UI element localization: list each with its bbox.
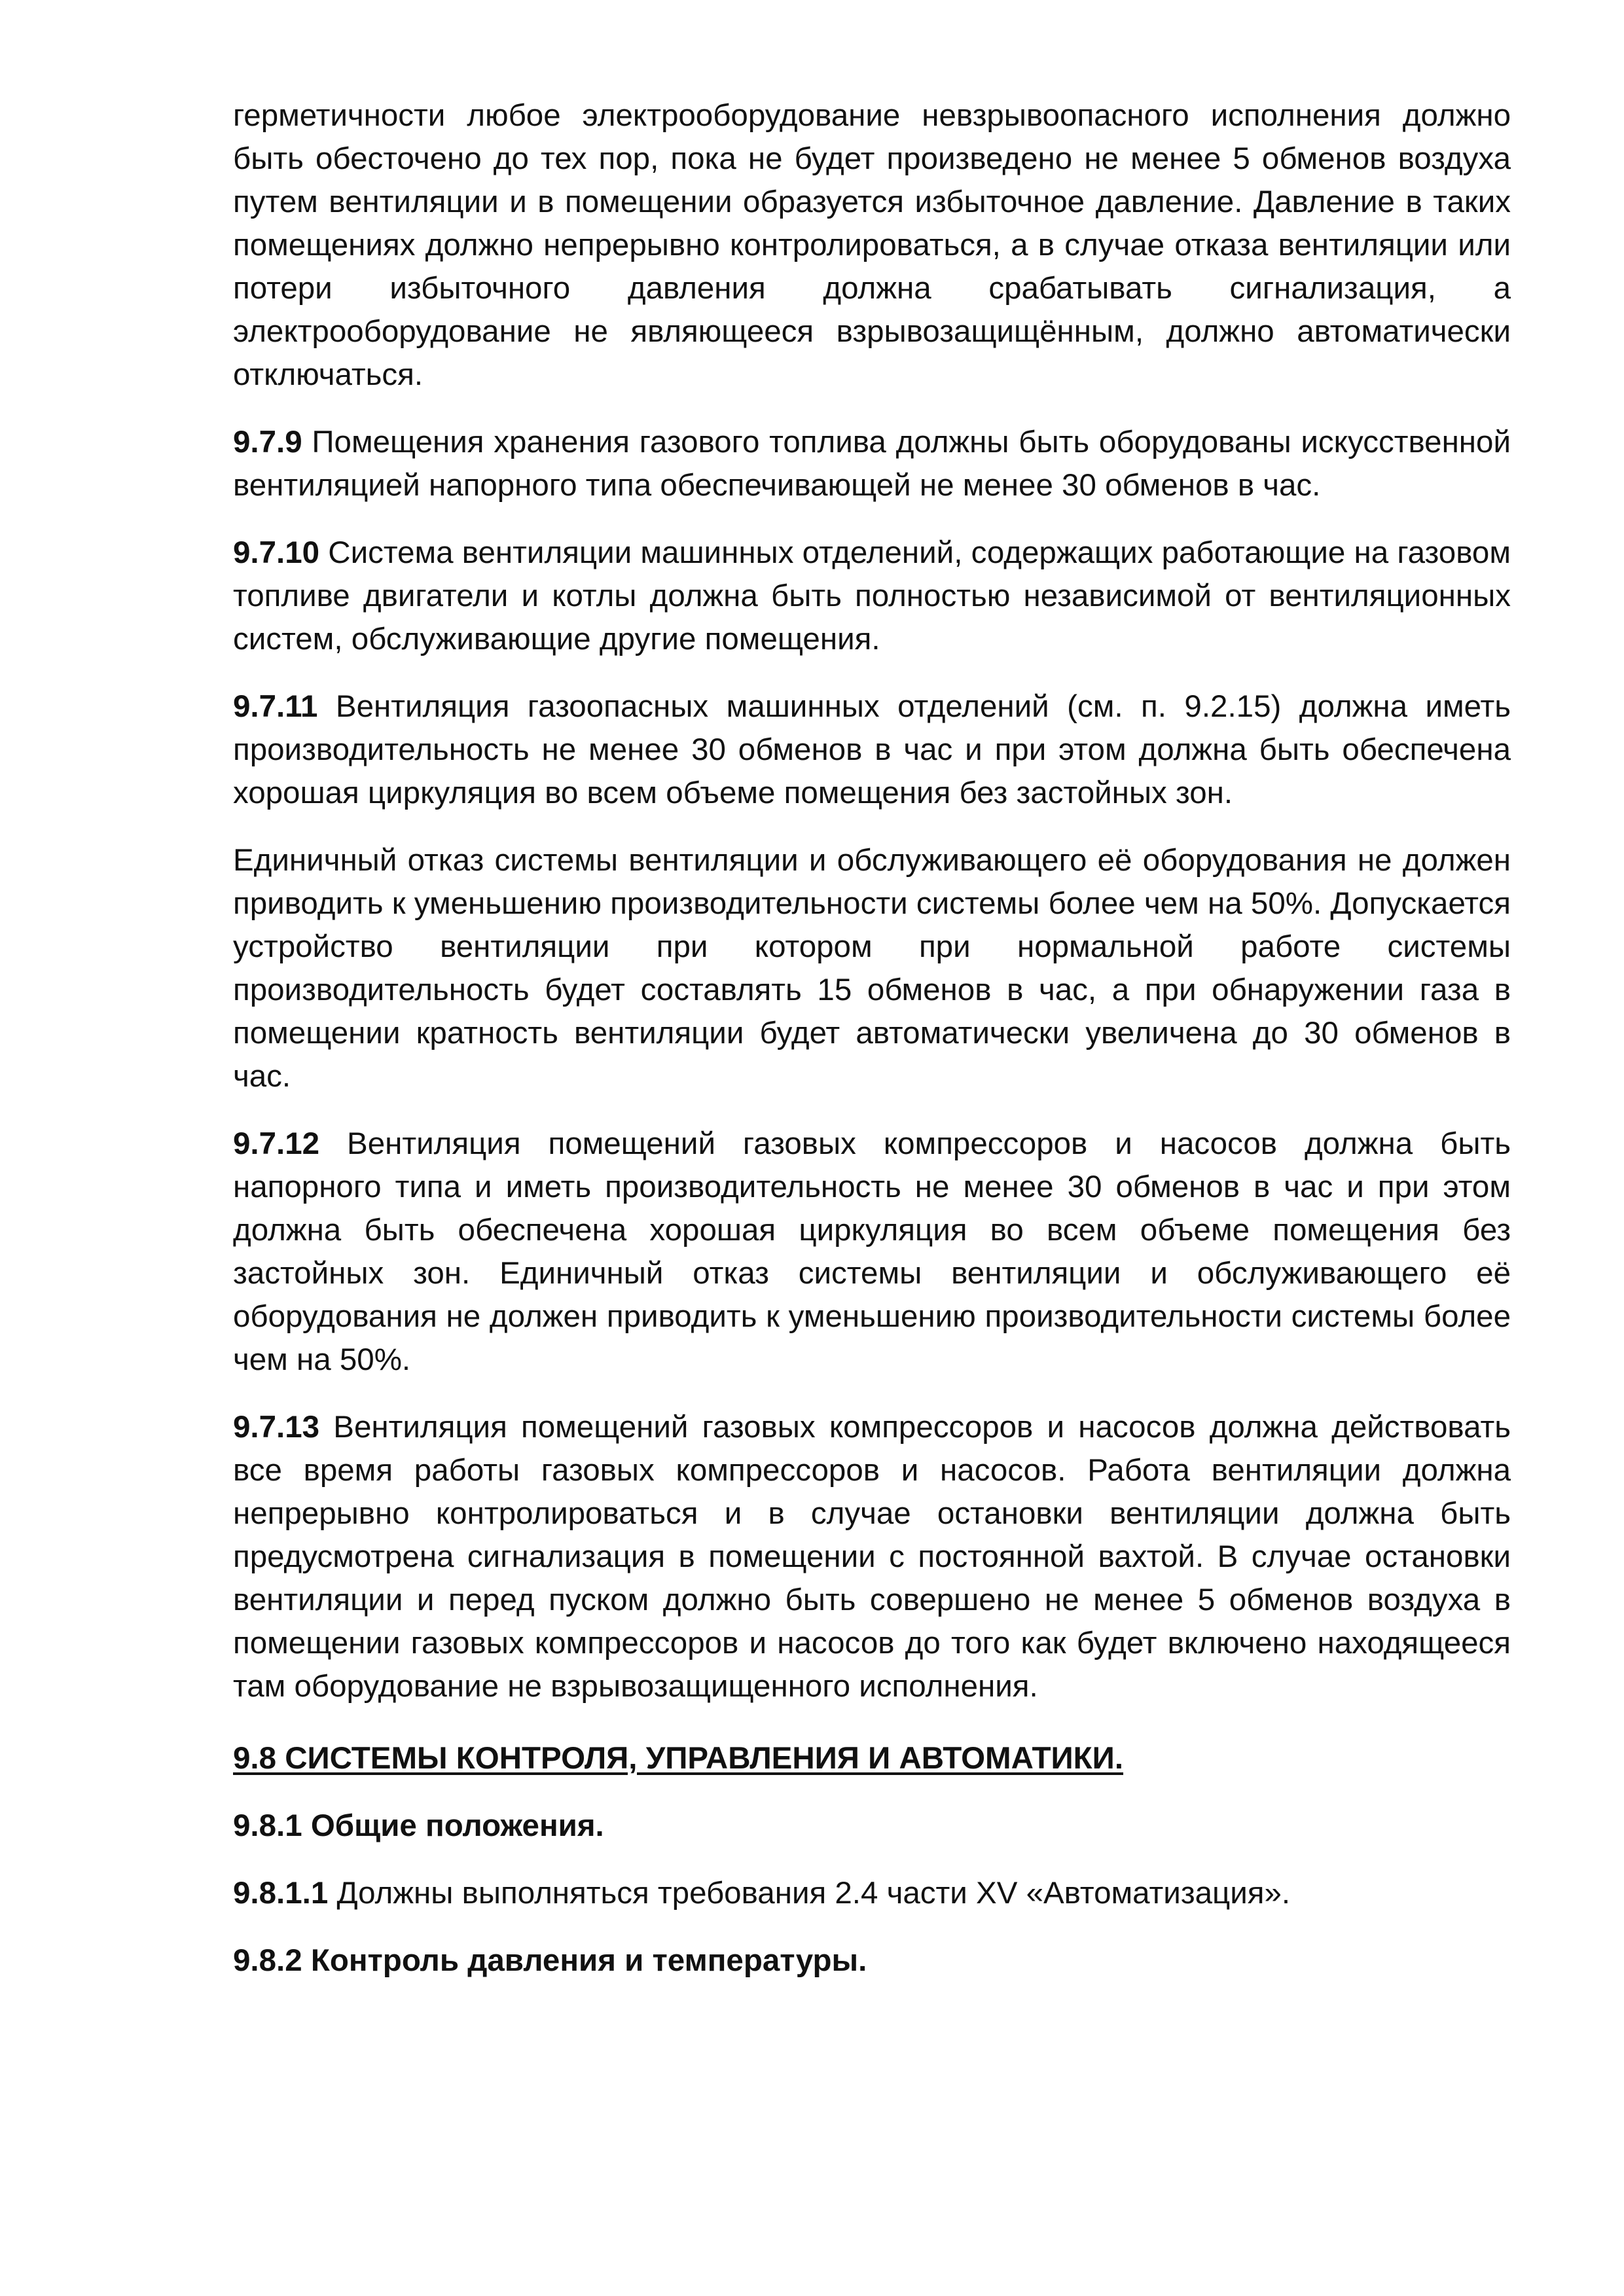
clause-9-7-10: [233, 531, 1511, 661]
clause-9-7-13: [233, 1406, 1511, 1708]
paragraph-text: Единичный отказ системы вентиляции и обслуживающего её оборудования не должен приводить к уменьшению производительности системы более чем на 50%. Допускается устройство вентиляции при котором при нормальной работе системы производительность будет составлять 15 обменов в час, а при обнаружении газа в помещении кратность вентиляции будет автоматически увеличена до 30 обменов в час.: [233, 843, 1511, 1094]
clause-number: 9.7.10: [233, 535, 320, 570]
document-page: [233, 94, 1511, 1982]
clause-9-8-1-1: [233, 1872, 1511, 1915]
clause-text: Должны выполняться требования 2.4 части XV «Автоматизация».: [328, 1876, 1291, 1910]
clause-text: Вентиляция помещений газовых компрессоров и насосов должна действовать все время работы газовых компрессоров и насосов. Работа вентиляции должна непрерывно контролироваться и в случае остановки вентиляции должна быть предусмотрена сигнализация в помещении с постоянной вахтой. В случае остановки вентиляции и перед пуском должно быть совершено не менее 5 обменов воздуха в помещении газовых компрессоров и насосов до того как будет включено находящееся там оборудование не взрывозащищенного исполнения.: [233, 1410, 1511, 1704]
clause-number: 9.8.1.1: [233, 1876, 329, 1910]
clause-9-7-11: [233, 685, 1511, 815]
clause-text: Вентиляция помещений газовых компрессоров и насосов должна быть напорного типа и иметь производительность не менее 30 обменов в час и при этом должна быть обеспечена хорошая циркуляция во всем объеме помещения без застойных зон. Единичный отказ системы вентиляции и обслуживающего её оборудования не должен приводить к уменьшению производительности системы более чем на 50%.: [233, 1126, 1511, 1377]
paragraph-single-failure: [233, 839, 1511, 1098]
clause-number: 9.7.13: [233, 1410, 320, 1444]
clause-text: Помещения хранения газового топлива должны быть оборудованы искусственной вентиляцией напорного типа обеспечивающей не менее 30 обменов в час.: [233, 425, 1511, 503]
paragraph-continued: [233, 94, 1511, 397]
subsection-heading-general: 9.8.1 Общие положения.: [233, 1808, 604, 1843]
clause-text: Вентиляция газоопасных машинных отделений (см. п. 9.2.15) должна иметь производительность не менее 30 обменов в час и при этом должна быть обеспечена хорошая циркуляция во всем объеме помещения без застойных зон.: [233, 689, 1511, 810]
section-heading: 9.8 СИСТЕМЫ КОНТРОЛЯ, УПРАВЛЕНИЯ И АВТОМАТИКИ.: [233, 1741, 1124, 1776]
clause-number: 9.7.12: [233, 1126, 320, 1161]
clause-text: Система вентиляции машинных отделений, содержащих работающие на газовом топливе двигатели и котлы должна быть полностью независимой от вентиляционных систем, обслуживающие другие помещения.: [233, 535, 1511, 656]
subsection-heading-pressure: 9.8.2 Контроль давления и температуры.: [233, 1943, 867, 1978]
clause-number: 9.7.9: [233, 425, 302, 459]
clause-9-7-9: [233, 421, 1511, 507]
clause-number: 9.7.11: [233, 689, 318, 724]
paragraph-text: герметичности любое электрооборудование невзрывоопасного исполнения должно быть обесточено до тех пор, пока не будет произведено не менее 5 обменов воздуха путем вентиляции и в помещении образуется избыточное давление. Давление в таких помещениях должно непрерывно контролироваться, а в случае отказа вентиляции или потери избыточного давления должна срабатывать сигнализация, а электрооборудование не являющееся взрывозащищённым, должно автоматически отключаться.: [233, 98, 1511, 392]
clause-9-7-12: [233, 1122, 1511, 1382]
